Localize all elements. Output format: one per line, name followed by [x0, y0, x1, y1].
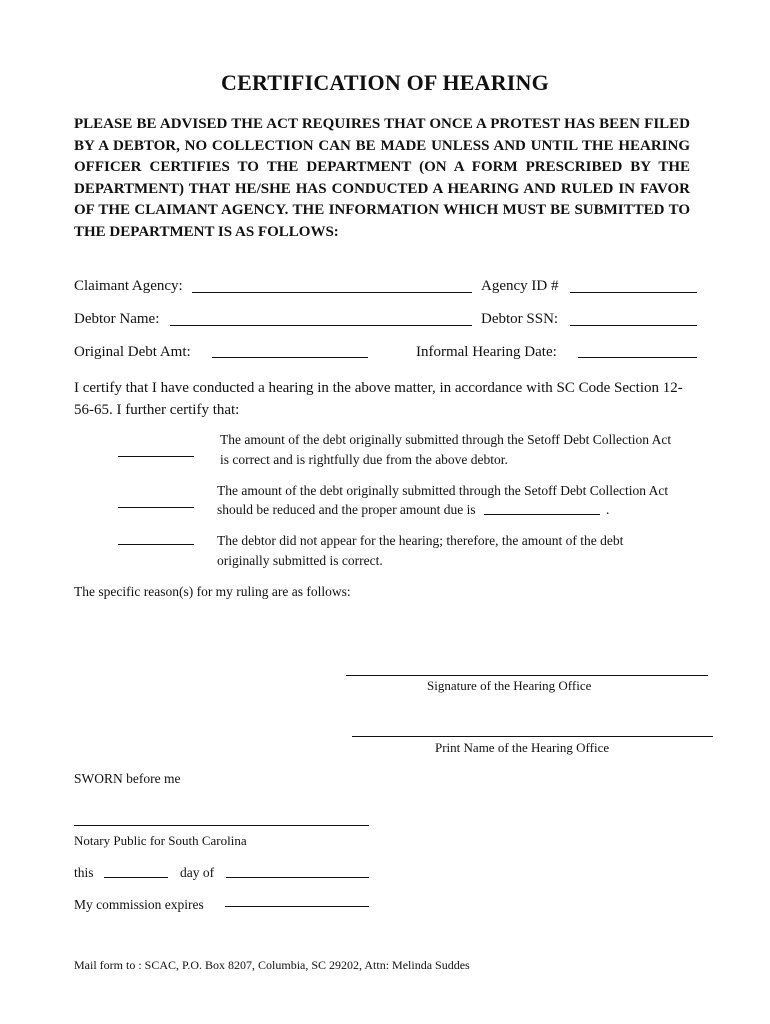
agency-id-field[interactable]	[570, 292, 697, 293]
signature-label: Signature of the Hearing Office	[427, 678, 592, 693]
reasons-label: The specific reason(s) for my ruling are as follows:	[74, 584, 351, 599]
certify-statement: I certify that I have conducted a hearing in the above matter, in accordance with SC Code Section 12-56-65. I further certify that:	[74, 380, 683, 418]
notary-signature-field[interactable]	[74, 825, 369, 826]
debtor-name-label: Debtor Name:	[74, 311, 160, 327]
print-name-field[interactable]	[352, 736, 713, 737]
proper-amount-field[interactable]	[484, 514, 600, 515]
option1-check-line[interactable]	[118, 456, 194, 457]
commission-label: My commission expires	[74, 897, 204, 912]
debtor-ssn-field[interactable]	[570, 325, 697, 326]
option2-end: .	[606, 502, 610, 517]
notary-label: Notary Public for South Carolina	[74, 833, 247, 848]
original-debt-amt-label: Original Debt Amt:	[74, 344, 191, 360]
agency-id-label: Agency ID #	[481, 278, 559, 294]
claimant-agency-label: Claimant Agency:	[74, 278, 183, 294]
day-field[interactable]	[104, 877, 168, 878]
debtor-name-field[interactable]	[170, 325, 472, 326]
commission-expires-field[interactable]	[225, 906, 369, 907]
form-title: CERTIFICATION OF HEARING	[221, 70, 549, 95]
informal-hearing-date-field[interactable]	[578, 357, 697, 358]
option2-check-line[interactable]	[118, 507, 194, 508]
print-name-label: Print Name of the Hearing Office	[435, 740, 610, 755]
option2-line1: The amount of the debt originally submitted through the Setoff Debt Collection Act	[217, 483, 669, 498]
day-of-label: day of	[180, 865, 215, 880]
month-year-field[interactable]	[226, 877, 369, 878]
option3-check-line[interactable]	[118, 544, 194, 545]
claimant-agency-field[interactable]	[192, 292, 472, 293]
mail-to-footer: Mail form to : SCAC, P.O. Box 8207, Columbia, SC 29202, Attn: Melinda Suddes	[74, 958, 470, 972]
sworn-label: SWORN before me	[74, 771, 181, 786]
option1-line2: is correct and is rightfully due from the above debtor.	[220, 452, 508, 467]
original-debt-amt-field[interactable]	[212, 357, 368, 358]
debtor-ssn-label: Debtor SSN:	[481, 311, 559, 327]
option1-line1: The amount of the debt originally submitted through the Setoff Debt Collection Act	[220, 432, 672, 447]
option2-line2: should be reduced and the proper amount due is	[217, 502, 476, 517]
signature-field[interactable]	[346, 675, 708, 676]
notice-text: PLEASE BE ADVISED THE ACT REQUIRES THAT ONCE A PROTEST HAS BEEN FILED BY A DEBTOR, NO COLLECTION CAN BE MADE UNLESS AND UNTIL THE HEARING OFFICER CERTIFIES TO THE DEPARTMENT (ON A FORM PRESCRIBED BY THE DEPARTMENT) THAT HE/SHE HAS CONDUCTED A HEARING AND RULED IN FAVOR OF THE CLAIMANT AGENCY. THE INFORMATION WHICH MUST BE SUBMITTED TO THE DEPARTMENT IS AS FOLLOWS:	[74, 116, 690, 240]
option3-line2: originally submitted is correct.	[217, 553, 383, 568]
option3-line1: The debtor did not appear for the hearing; therefore, the amount of the debt	[217, 533, 624, 548]
this-label: this	[74, 865, 94, 880]
informal-hearing-date-label: Informal Hearing Date:	[416, 344, 557, 360]
